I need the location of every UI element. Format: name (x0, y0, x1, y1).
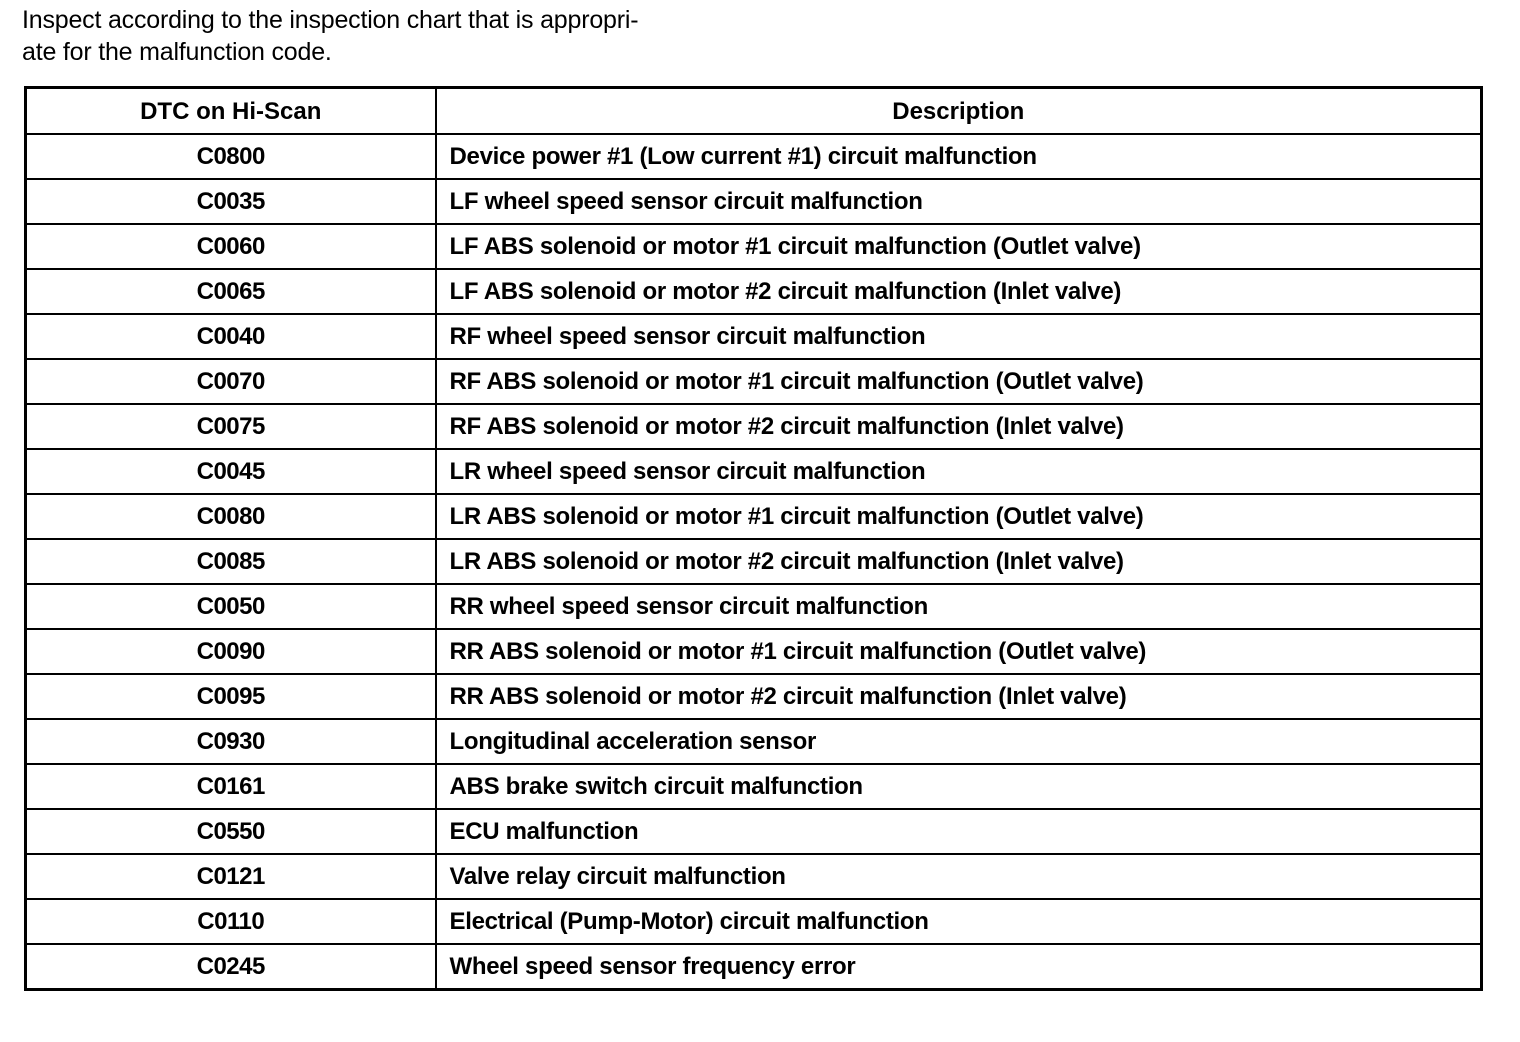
dtc-description-cell: LR ABS solenoid or motor #1 circuit malfunction (Outlet valve) (436, 494, 1482, 539)
dtc-description-cell: Valve relay circuit malfunction (436, 854, 1482, 899)
intro-paragraph (22, 4, 782, 68)
dtc-code-cell: C0121 (26, 854, 436, 899)
dtc-description-cell: Electrical (Pump-Motor) circuit malfunction (436, 899, 1482, 944)
table-row (26, 854, 1482, 899)
dtc-code-cell: C0040 (26, 314, 436, 359)
table-row (26, 674, 1482, 719)
dtc-description-cell: LF wheel speed sensor circuit malfunction (436, 179, 1482, 224)
dtc-description-cell: LF ABS solenoid or motor #1 circuit malfunction (Outlet valve) (436, 224, 1482, 269)
dtc-code-cell: C0161 (26, 764, 436, 809)
dtc-table (24, 86, 1483, 991)
table-row (26, 944, 1482, 990)
dtc-code-cell: C0045 (26, 449, 436, 494)
dtc-code-cell: C0075 (26, 404, 436, 449)
dtc-code-cell: C0550 (26, 809, 436, 854)
table-body (26, 134, 1482, 990)
dtc-description-cell: RR wheel speed sensor circuit malfunction (436, 584, 1482, 629)
table-row (26, 899, 1482, 944)
table-row (26, 359, 1482, 404)
dtc-description-cell: RR ABS solenoid or motor #2 circuit malfunction (Inlet valve) (436, 674, 1482, 719)
dtc-code-cell: C0065 (26, 269, 436, 314)
dtc-code-cell: C0090 (26, 629, 436, 674)
dtc-description-cell: LR ABS solenoid or motor #2 circuit malfunction (Inlet valve) (436, 539, 1482, 584)
dtc-code-cell: C0035 (26, 179, 436, 224)
dtc-code-cell: C0245 (26, 944, 436, 990)
dtc-description-cell: Wheel speed sensor frequency error (436, 944, 1482, 990)
dtc-description-cell: RF ABS solenoid or motor #1 circuit malfunction (Outlet valve) (436, 359, 1482, 404)
dtc-description-cell: ABS brake switch circuit malfunction (436, 764, 1482, 809)
table-header-row (26, 88, 1482, 135)
table-row (26, 539, 1482, 584)
dtc-code-cell: C0070 (26, 359, 436, 404)
dtc-code-cell: C0050 (26, 584, 436, 629)
table-row (26, 629, 1482, 674)
dtc-description-cell: LR wheel speed sensor circuit malfunction (436, 449, 1482, 494)
dtc-description-cell: Longitudinal acceleration sensor (436, 719, 1482, 764)
table-row (26, 494, 1482, 539)
dtc-code-cell: C0110 (26, 899, 436, 944)
dtc-code-cell: C0095 (26, 674, 436, 719)
table-row (26, 314, 1482, 359)
column-header-description: Description (436, 88, 1482, 135)
table-row (26, 404, 1482, 449)
table-row (26, 584, 1482, 629)
table-row (26, 719, 1482, 764)
dtc-description-cell: LF ABS solenoid or motor #2 circuit malfunction (Inlet valve) (436, 269, 1482, 314)
dtc-code-cell: C0060 (26, 224, 436, 269)
table-row (26, 134, 1482, 179)
intro-line-1: Inspect according to the inspection chart that is appropri- (22, 6, 639, 34)
dtc-description-cell: Device power #1 (Low current #1) circuit malfunction (436, 134, 1482, 179)
table-row (26, 809, 1482, 854)
dtc-description-cell: RR ABS solenoid or motor #1 circuit malfunction (Outlet valve) (436, 629, 1482, 674)
table-row (26, 449, 1482, 494)
table-row (26, 179, 1482, 224)
dtc-code-cell: C0080 (26, 494, 436, 539)
dtc-description-cell: ECU malfunction (436, 809, 1482, 854)
dtc-code-cell: C0800 (26, 134, 436, 179)
dtc-code-cell: C0085 (26, 539, 436, 584)
intro-line-2: ate for the malfunction code. (22, 38, 332, 66)
dtc-description-cell: RF ABS solenoid or motor #2 circuit malfunction (Inlet valve) (436, 404, 1482, 449)
dtc-description-cell: RF wheel speed sensor circuit malfunction (436, 314, 1482, 359)
dtc-code-cell: C0930 (26, 719, 436, 764)
column-header-dtc: DTC on Hi-Scan (26, 88, 436, 135)
table-row (26, 224, 1482, 269)
table-row (26, 269, 1482, 314)
table-row (26, 764, 1482, 809)
